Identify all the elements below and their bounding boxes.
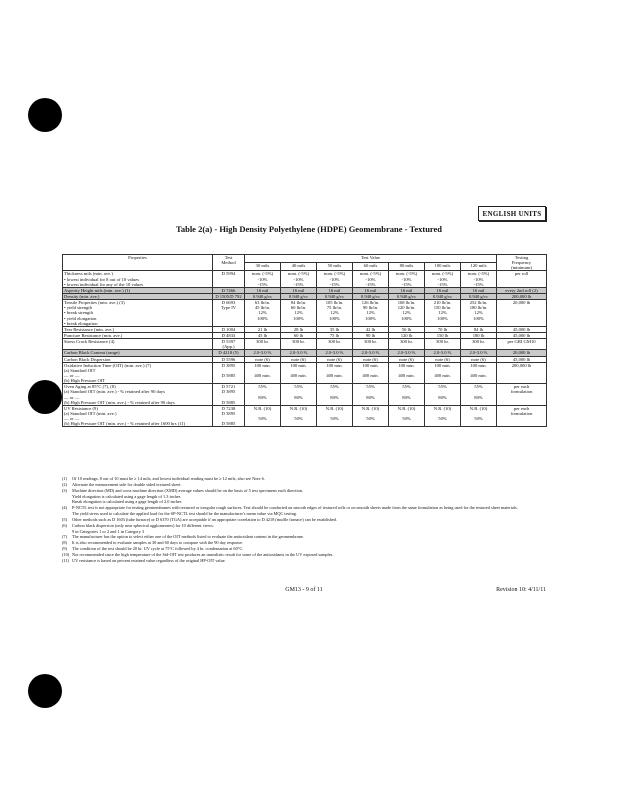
- thickness-header: 50 mils: [317, 263, 353, 271]
- test-value-cell: 0.940 g/cc: [425, 293, 461, 299]
- test-value-cell: nom. (-5%) -10% -15%: [461, 271, 497, 287]
- test-value-cell: 126 lb/in. 90 lb/in. 12% 100%: [353, 300, 389, 327]
- testing-frequency-cell: 200,000 lb: [497, 293, 547, 299]
- test-method-cell: D 6693 Type IV: [213, 300, 245, 327]
- test-value-cell: N.R. (10) 50%: [353, 405, 389, 427]
- english-units-badge: ENGLISH UNITS: [478, 206, 546, 221]
- test-value-cell: 55% 80%: [281, 384, 317, 406]
- test-value-cell: note (6): [281, 356, 317, 362]
- test-method-cell: D 7238 D 3895 D 5885: [213, 405, 245, 427]
- thickness-header: 30 mils: [245, 263, 281, 271]
- test-method-cell: D 5397 (App.): [213, 339, 245, 350]
- test-value-cell: 16 mil: [461, 287, 497, 293]
- header-properties: Properties: [63, 255, 213, 271]
- footnote-text: The condition of the test should be 20 hr. UV cycle at 75°C followed by 4 hr. condensation at 60°C.: [72, 546, 244, 552]
- test-method-cell: D 1004: [213, 326, 245, 332]
- footnote-text: Of 10 readings; 8 out of 10 must be ≥ 14 mils, and lowest individual reading must be ≥ 12 mils; also see Note 6.: [72, 476, 265, 481]
- footnote-text: It is also recommended to evaluate samples at 30 and 60 days to compare with the 90 day response.: [72, 540, 243, 546]
- test-value-cell: 2.0-3.0 %: [317, 350, 353, 356]
- test-method-cell: D 5721 D 3895 D 5885: [213, 384, 245, 406]
- footnote-text: The manufacturer has the option to select either one of the OIT methods listed to evaluate the antioxidant content in the geomembrane.: [72, 534, 304, 540]
- test-value-cell: 150 lb: [425, 332, 461, 338]
- test-value-cell: 210 lb/in. 150 lb/in. 12% 100%: [425, 300, 461, 327]
- test-value-cell: 75 lb: [317, 332, 353, 338]
- test-value-cell: 16 mil: [245, 287, 281, 293]
- testing-frequency-cell: 45,000 lb: [497, 326, 547, 332]
- spec-table: [62, 254, 547, 427]
- test-value-cell: 2.0-3.0 %: [389, 350, 425, 356]
- property-cell: Puncture Resistance (min. ave.): [63, 332, 213, 338]
- footnote-text: Machine direction (MD) and cross machine direction (XMD) average values should be on the basis of 5 test specimens each direction. Yield elongation is calculated using a gage length of 1.3 inches Break elongation is calculated using a gage length of 2.0 inches: [72, 487, 304, 505]
- test-value-cell: 100 min. 400 min.: [281, 362, 317, 384]
- property-cell: Tensile Properties (min. ave.) (3) • yield strength • break strength • yield elongation • break elongation: [63, 300, 213, 327]
- test-value-cell: N.R. (10) 50%: [425, 405, 461, 427]
- property-cell: Tear Resistance (min. ave.): [63, 326, 213, 332]
- test-value-cell: 100 min. 400 min.: [317, 362, 353, 384]
- footnote-number: (4): [62, 505, 68, 511]
- test-value-cell: 63 lb/in. 45 lb/in. 12% 100%: [245, 300, 281, 327]
- footnote-number: (8): [62, 540, 68, 546]
- test-value-cell: 2.0-3.0 %: [281, 350, 317, 356]
- header-test-method: Test Method: [213, 255, 245, 271]
- test-value-cell: 100 min. 400 min.: [245, 362, 281, 384]
- footnotes: [62, 476, 546, 564]
- page-number: GM13 - 9 of 11: [285, 587, 323, 593]
- test-value-cell: 300 hr.: [245, 339, 281, 350]
- table-row: [63, 339, 547, 350]
- thickness-header: 40 mils: [281, 263, 317, 271]
- test-value-cell: 0.940 g/cc: [461, 293, 497, 299]
- footnote-number: (1): [62, 476, 68, 481]
- test-method-cell: D 5596: [213, 356, 245, 362]
- footnote: [62, 488, 546, 506]
- test-value-cell: 16 mil: [281, 287, 317, 293]
- test-value-cell: 45 lb: [245, 332, 281, 338]
- spec-table-body: [63, 271, 547, 427]
- table-header-row: [63, 255, 547, 263]
- binder-hole-middle: [28, 380, 62, 414]
- test-method-cell: D 7466: [213, 287, 245, 293]
- footnote-text: Other methods such as D 1603 (tube furnace) or D 6370 (TGA) are acceptable if an appropriate correlation to D 4218 (muffle furnace) can be established.: [72, 516, 338, 522]
- test-value-cell: 300 hr.: [461, 339, 497, 350]
- test-value-cell: 100 min. 400 min.: [353, 362, 389, 384]
- footnote-number: (7): [62, 534, 68, 540]
- property-cell: Oven Aging at 85°C (7), (8) (a) Standard OIT (min. ave.) - % retained after 90 days — or — (b) High Pressure OIT (min. ave.) - % retained after 90 days: [63, 384, 213, 406]
- property-cell: Stress Crack Resistance (4): [63, 339, 213, 350]
- test-value-cell: 0.940 g/cc: [389, 293, 425, 299]
- test-value-cell: 55% 80%: [461, 384, 497, 406]
- test-method-cell: D 4833: [213, 332, 245, 338]
- table-row: [63, 384, 547, 406]
- footnote-text: UV resistance is based on percent retained value regardless of the original HP-OIT value.: [72, 557, 226, 563]
- test-value-cell: 120 lb: [389, 332, 425, 338]
- test-value-cell: 16 mil: [425, 287, 461, 293]
- testing-frequency-cell: per each formulation: [497, 405, 547, 427]
- footnote-text: Not recommended since the high temperature of the Std-OIT test produces an unrealistic result for some of the antioxidants in the UV exposed samples.: [72, 551, 334, 557]
- test-value-cell: 252 lb/in. 180 lb/in. 12% 100%: [461, 300, 497, 327]
- test-value-cell: nom. (-5%) -10% -15%: [389, 271, 425, 287]
- test-value-cell: 2.0-3.0 %: [425, 350, 461, 356]
- test-value-cell: 100 min. 400 min.: [461, 362, 497, 384]
- test-value-cell: 55% 80%: [317, 384, 353, 406]
- test-value-cell: note (6): [425, 356, 461, 362]
- test-value-cell: 168 lb/in. 120 lb/in. 12% 100%: [389, 300, 425, 327]
- footnote: [62, 505, 546, 517]
- test-method-cell: D 5994: [213, 271, 245, 287]
- testing-frequency-cell: 45,000 lb: [497, 356, 547, 362]
- footnote-number: (11): [62, 557, 69, 563]
- test-value-cell: 2.0-3.0 %: [353, 350, 389, 356]
- binder-hole-bottom: [28, 674, 62, 708]
- test-value-cell: N.R. (10) 50%: [245, 405, 281, 427]
- test-method-cell: D 4218 (5): [213, 350, 245, 356]
- footnote-text: Carbon black dispersion (only near spherical agglomerates) for 10 different views: 9 in Categories 1 or 2 and 1 in Category 3: [72, 522, 214, 534]
- test-value-cell: note (6): [389, 356, 425, 362]
- property-cell: Asperity Height mils (min. ave.) (1): [63, 287, 213, 293]
- property-cell: Carbon Black Content (range): [63, 350, 213, 356]
- header-test-value: Test Value: [245, 255, 497, 263]
- test-value-cell: 2.0-3.0 %: [461, 350, 497, 356]
- test-value-cell: 300 hr.: [317, 339, 353, 350]
- test-value-cell: nom. (-5%) -10% -15%: [353, 271, 389, 287]
- footnote: [62, 558, 546, 564]
- property-cell: Density (min. ave.): [63, 293, 213, 299]
- thickness-header: 80 mils: [389, 263, 425, 271]
- table-row: [63, 405, 547, 427]
- test-value-cell: N.R. (10) 50%: [461, 405, 497, 427]
- testing-frequency-cell: per each formulation: [497, 384, 547, 406]
- test-value-cell: 21 lb: [245, 326, 281, 332]
- test-value-cell: 2.0-3.0 %: [245, 350, 281, 356]
- testing-frequency-cell: per GRI GM10: [497, 339, 547, 350]
- test-value-cell: N.R. (10) 50%: [317, 405, 353, 427]
- footnote: [62, 523, 546, 535]
- testing-frequency-cell: 20,000 lb: [497, 350, 547, 356]
- test-value-cell: 180 lb: [461, 332, 497, 338]
- test-value-cell: 84 lb/in. 60 lb/in. 12% 100%: [281, 300, 317, 327]
- thickness-header: 60 mils: [353, 263, 389, 271]
- property-cell: Thickness mils (min. ave.) • lowest individual for 8 out of 10 values • lowest individual for any of the 10 values: [63, 271, 213, 287]
- table-row: [63, 271, 547, 287]
- property-cell: Oxidative Induction Time (OIT) (min. ave.) (7) (a) Standard OIT — or — (b) High Pressure OIT: [63, 362, 213, 384]
- table-title: Table 2(a) - High Density Polyethylene (HDPE) Geomembrane - Textured: [175, 224, 443, 234]
- test-value-cell: note (6): [317, 356, 353, 362]
- test-value-cell: 56 lb: [389, 326, 425, 332]
- testing-frequency-cell: per roll: [497, 271, 547, 287]
- test-value-cell: 100 min. 400 min.: [425, 362, 461, 384]
- test-value-cell: 0.940 g/cc: [317, 293, 353, 299]
- footnote-text: Alternate the measurement side for double sided textured sheet.: [72, 481, 182, 487]
- test-value-cell: nom. (-5%) -10% -15%: [425, 271, 461, 287]
- test-value-cell: note (6): [245, 356, 281, 362]
- test-value-cell: 0.940 g/cc: [245, 293, 281, 299]
- footnote-number: (5): [62, 516, 68, 522]
- test-value-cell: 300 hr.: [425, 339, 461, 350]
- test-value-cell: 35 lb: [317, 326, 353, 332]
- footnote-number: (10): [62, 551, 70, 557]
- test-value-cell: 300 hr.: [389, 339, 425, 350]
- footnote-number: (2): [62, 481, 68, 487]
- test-value-cell: 42 lb: [353, 326, 389, 332]
- footnote-number: (9): [62, 546, 68, 552]
- test-method-cell: D 3895 D 5885: [213, 362, 245, 384]
- test-value-cell: 16 mil: [389, 287, 425, 293]
- footnote-text: P-NCTL test is not appropriate for testing geomembranes with textured or irregular rough surfaces. Test should be conducted on smooth edges of textured rolls or on smooth sheets made from the same formulation as being used for the textured sheet materials. The yield stress used to calculate the applied load for the SP-NCTL test should be the manufacturer's mean value via MQC testing.: [72, 505, 518, 517]
- test-value-cell: nom. (-5%) -10% -15%: [317, 271, 353, 287]
- test-value-cell: 300 hr.: [281, 339, 317, 350]
- test-value-cell: nom. (-5%) -10% -15%: [281, 271, 317, 287]
- test-value-cell: 105 lb/in. 75 lb/in. 12% 100%: [317, 300, 353, 327]
- test-value-cell: note (6): [353, 356, 389, 362]
- test-value-cell: 84 lb: [461, 326, 497, 332]
- test-value-cell: 55% 80%: [245, 384, 281, 406]
- property-cell: Carbon Black Dispersion: [63, 356, 213, 362]
- test-value-cell: 100 min. 400 min.: [389, 362, 425, 384]
- property-cell: UV Resistance (9) (a) Standard OIT (min. ave.) — or — (b) High Pressure OIT (min. ave.) - % retained after 1600 hrs (11): [63, 405, 213, 427]
- test-value-cell: 28 lb: [281, 326, 317, 332]
- test-value-cell: 60 lb: [281, 332, 317, 338]
- test-value-cell: 16 mil: [317, 287, 353, 293]
- page-footer: [62, 587, 546, 597]
- test-value-cell: N.R. (10) 50%: [389, 405, 425, 427]
- footnote-number: (3): [62, 487, 68, 493]
- header-testing-frequency: Testing Frequency (minimum): [497, 255, 547, 271]
- test-value-cell: note (6): [461, 356, 497, 362]
- test-value-cell: 55% 80%: [389, 384, 425, 406]
- test-method-cell: D 1505/D 792: [213, 293, 245, 299]
- thickness-header: 100 mils: [425, 263, 461, 271]
- table-row: [63, 362, 547, 384]
- testing-frequency-cell: 200,000 lb: [497, 362, 547, 384]
- test-value-cell: 70 lb: [425, 326, 461, 332]
- test-value-cell: 0.940 g/cc: [353, 293, 389, 299]
- table-row: [63, 300, 547, 327]
- testing-frequency-cell: every 2nd roll (2): [497, 287, 547, 293]
- test-value-cell: 55% 80%: [353, 384, 389, 406]
- test-value-cell: 55% 80%: [425, 384, 461, 406]
- revision-label: Revision 10: 4/11/11: [496, 587, 546, 593]
- test-value-cell: nom. (-5%) -10% -15%: [245, 271, 281, 287]
- test-value-cell: 300 hr.: [353, 339, 389, 350]
- test-value-cell: 16 mil: [353, 287, 389, 293]
- test-value-cell: 0.940 g/cc: [281, 293, 317, 299]
- test-value-cell: N.R. (10) 50%: [281, 405, 317, 427]
- testing-frequency-cell: 45,000 lb: [497, 332, 547, 338]
- testing-frequency-cell: 20,000 lb: [497, 300, 547, 327]
- footnote-number: (6): [62, 522, 68, 528]
- binder-hole-top: [28, 98, 62, 132]
- test-value-cell: 90 lb: [353, 332, 389, 338]
- thickness-header: 120 mils: [461, 263, 497, 271]
